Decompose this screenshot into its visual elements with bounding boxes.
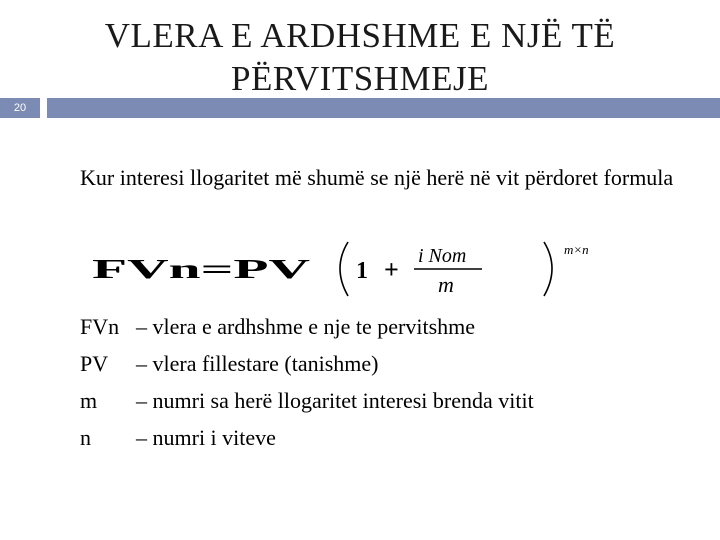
formula-numerator: i Nom [418,245,467,267]
definition-term: n [80,425,91,450]
formula-plus: + [384,255,399,284]
definition-text: – numri sa herë llogaritet interesi brenda vitit [136,388,534,413]
definition-row [80,386,700,423]
formula-right-paren [544,242,552,296]
formula-lhs: FVn=PV [92,254,312,284]
formula-one: 1 [356,258,368,284]
slide-title: VLERA E ARDHSHME E NJË TË PËRVITSHMEJE [104,16,616,98]
definition-term: m [80,388,98,413]
definition-row [80,349,700,386]
intro-text: Kur interesi llogaritet më shumë se një herë në vit përdoret formula [80,165,674,190]
definition-term: FVn [80,314,120,339]
formula-denominator: m [438,272,454,297]
definition-text: – vlera e ardhshme e nje te pervitshme [136,314,476,339]
definition-text: – vlera fillestare (tanishme) [136,351,379,376]
definition-list [80,312,700,460]
definition-row [80,423,700,460]
definition-text: – numri i viteve [136,425,276,450]
formula-left-paren [340,242,348,296]
page-number: 20 [0,98,40,118]
definition-term: PV [80,351,109,376]
definition-row [80,312,700,349]
formula-exponent: m×n [564,242,589,257]
formula [92,240,652,300]
title-bar [47,98,720,118]
